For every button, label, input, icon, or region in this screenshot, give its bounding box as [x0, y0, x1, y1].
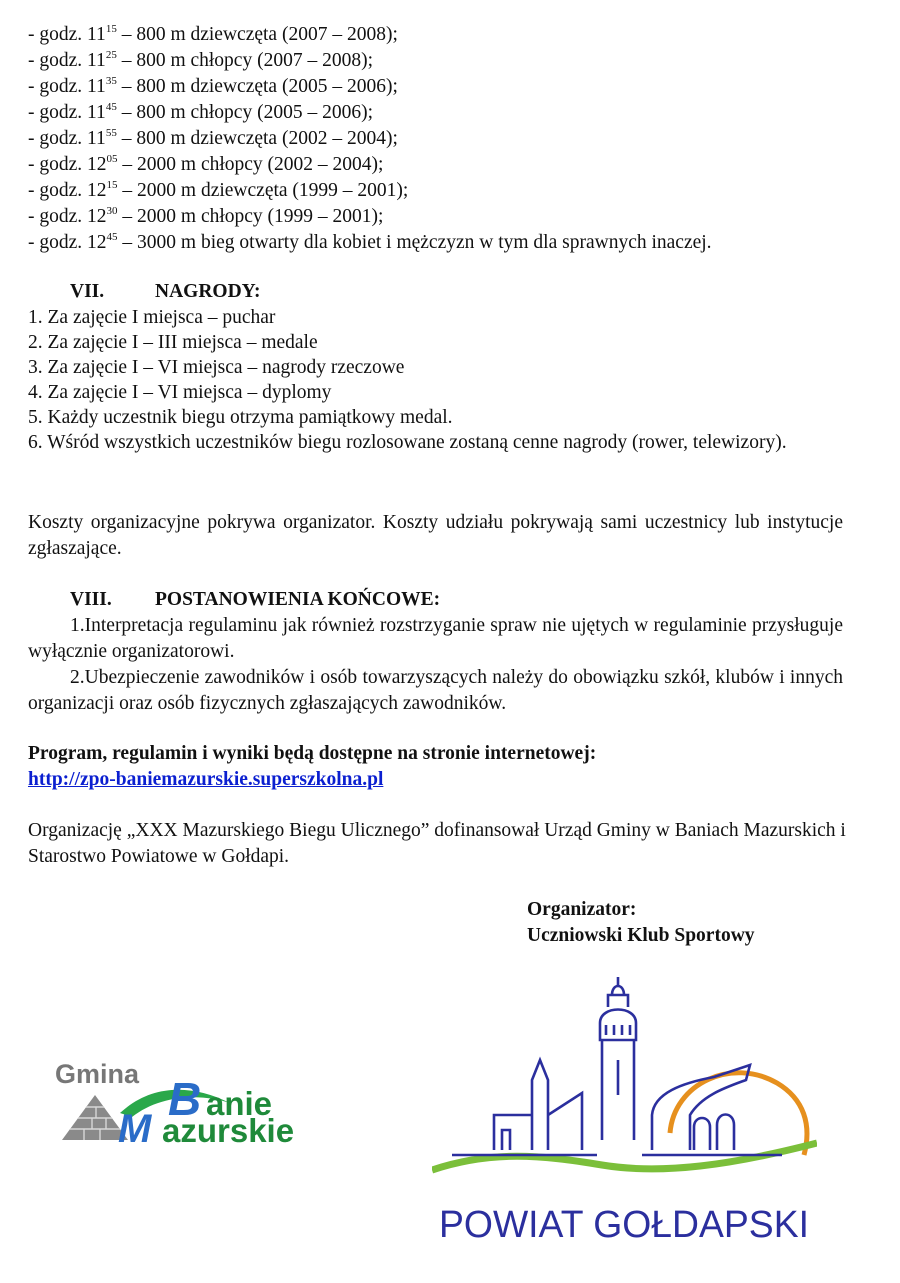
prize-item: 1. Za zajęcie I miejsca – puchar [28, 307, 276, 328]
prize-item: 6. Wśród wszystkich uczestników biegu rozlosowane zostaną cenne nagrody (rower, telewizory). [28, 432, 787, 453]
organizer-label: Organizator: [527, 899, 637, 920]
schedule-minutes: 15 [105, 23, 117, 35]
schedule-time: - godz. 11 [28, 76, 106, 97]
schedule-time: - godz. 11 [28, 102, 106, 123]
schedule-item [28, 48, 373, 74]
final-number: VIII. [70, 589, 112, 610]
final-heading [70, 589, 440, 611]
schedule-item [28, 152, 383, 178]
gmina-logo-graphic [40, 1055, 425, 1150]
prize-item: 2. Za zajęcie I – III miejsca – medale [28, 332, 318, 353]
schedule-minutes: 35 [105, 75, 117, 87]
schedule-event: – 2000 m chłopcy (2002 – 2004); [117, 154, 384, 175]
schedule-minutes: 25 [105, 49, 117, 61]
schedule-time: - godz. 11 [28, 24, 106, 45]
schedule-item [28, 100, 373, 126]
schedule-item [28, 74, 398, 100]
hills-icon [432, 1143, 817, 1170]
schedule-time: - godz. 12 [28, 154, 107, 175]
schedule-minutes: 45 [106, 231, 118, 243]
prizes-title: NAGRODY: [155, 281, 261, 302]
prize-item: 3. Za zajęcie I – VI miejsca – nagrody rzeczowe [28, 357, 405, 378]
schedule-time: - godz. 11 [28, 128, 106, 149]
letter-b: B [168, 1073, 202, 1125]
costs-paragraph: Koszty organizacyjne pokrywa organizator. Koszty udziału pokrywają sami uczestnicy lub instytucje zgłaszające. [28, 512, 843, 559]
funding-paragraph: Organizację „XXX Mazurskiego Biegu Ulicznego” dofinansował Urząd Gminy w Baniach Mazurskich i Starostwo Powiatowe w Gołdapi. [28, 820, 846, 867]
final-paragraph-1: 1.Interpretacja regulaminu jak również rozstrzyganie spraw nie ujętych w regulaminie przysługuje wyłącznie organizatorowi. [28, 615, 843, 662]
prize-item: 5. Każdy uczestnik biegu otrzyma pamiątkowy medal. [28, 407, 453, 428]
mazurskie-word: azurskie [162, 1112, 295, 1149]
schedule-event: – 800 m chłopcy (2005 – 2006); [116, 102, 373, 123]
website-link[interactable]: http://zpo-baniemazurskie.superszkolna.pl [28, 769, 384, 790]
schedule-item [28, 22, 398, 48]
schedule-item [28, 204, 383, 230]
gmina-word: Gmina [55, 1059, 140, 1089]
schedule-minutes: 30 [106, 205, 118, 217]
schedule-item [28, 126, 398, 152]
prizes-number: VII. [70, 281, 105, 302]
powiat-logo-graphic [432, 965, 817, 1255]
powiat-text: POWIAT GOŁDAPSKI [439, 1204, 809, 1246]
schedule-event: – 800 m chłopcy (2007 – 2008); [116, 50, 373, 71]
schedule-minutes: 15 [106, 179, 118, 191]
schedule-event: – 2000 m dziewczęta (1999 – 2001); [117, 180, 409, 201]
schedule-event: – 800 m dziewczęta (2002 – 2004); [116, 128, 398, 149]
schedule-event: – 2000 m chłopcy (1999 – 2001); [117, 206, 384, 227]
powiat-goldapski-logo [432, 965, 817, 1255]
town-outline-icon [452, 977, 782, 1155]
schedule-time: - godz. 12 [28, 232, 107, 253]
schedule-time: - godz. 12 [28, 206, 107, 227]
program-text: Program, regulamin i wyniki będą dostępne na stronie internetowej: [28, 743, 597, 764]
schedule-item [28, 178, 408, 204]
letter-m: M [118, 1107, 152, 1150]
schedule-event: – 800 m dziewczęta (2007 – 2008); [116, 24, 398, 45]
schedule-item [28, 230, 712, 256]
gmina-banie-mazurskie-logo [40, 1055, 425, 1150]
prizes-heading [70, 281, 260, 303]
organizer-name: Uczniowski Klub Sportowy [527, 925, 755, 946]
schedule-time: - godz. 11 [28, 50, 106, 71]
prize-item: 4. Za zajęcie I – VI miejsca – dyplomy [28, 382, 332, 403]
schedule-minutes: 05 [106, 153, 118, 165]
schedule-time: - godz. 12 [28, 180, 107, 201]
final-title: POSTANOWIENIA KOŃCOWE: [155, 589, 441, 610]
final-paragraph-2: 2.Ubezpieczenie zawodników i osób towarzyszących należy do obowiązku szkół, klubów i innych organizacji oraz osób fizycznych zgłaszających zawodników. [28, 667, 843, 714]
schedule-minutes: 45 [105, 101, 117, 113]
schedule-event: – 3000 m bieg otwarty dla kobiet i mężczyzn w tym dla sprawnych inaczej. [117, 232, 712, 253]
banie-word: anie [206, 1085, 273, 1122]
schedule-minutes: 55 [105, 127, 117, 139]
schedule-event: – 800 m dziewczęta (2005 – 2006); [116, 76, 398, 97]
